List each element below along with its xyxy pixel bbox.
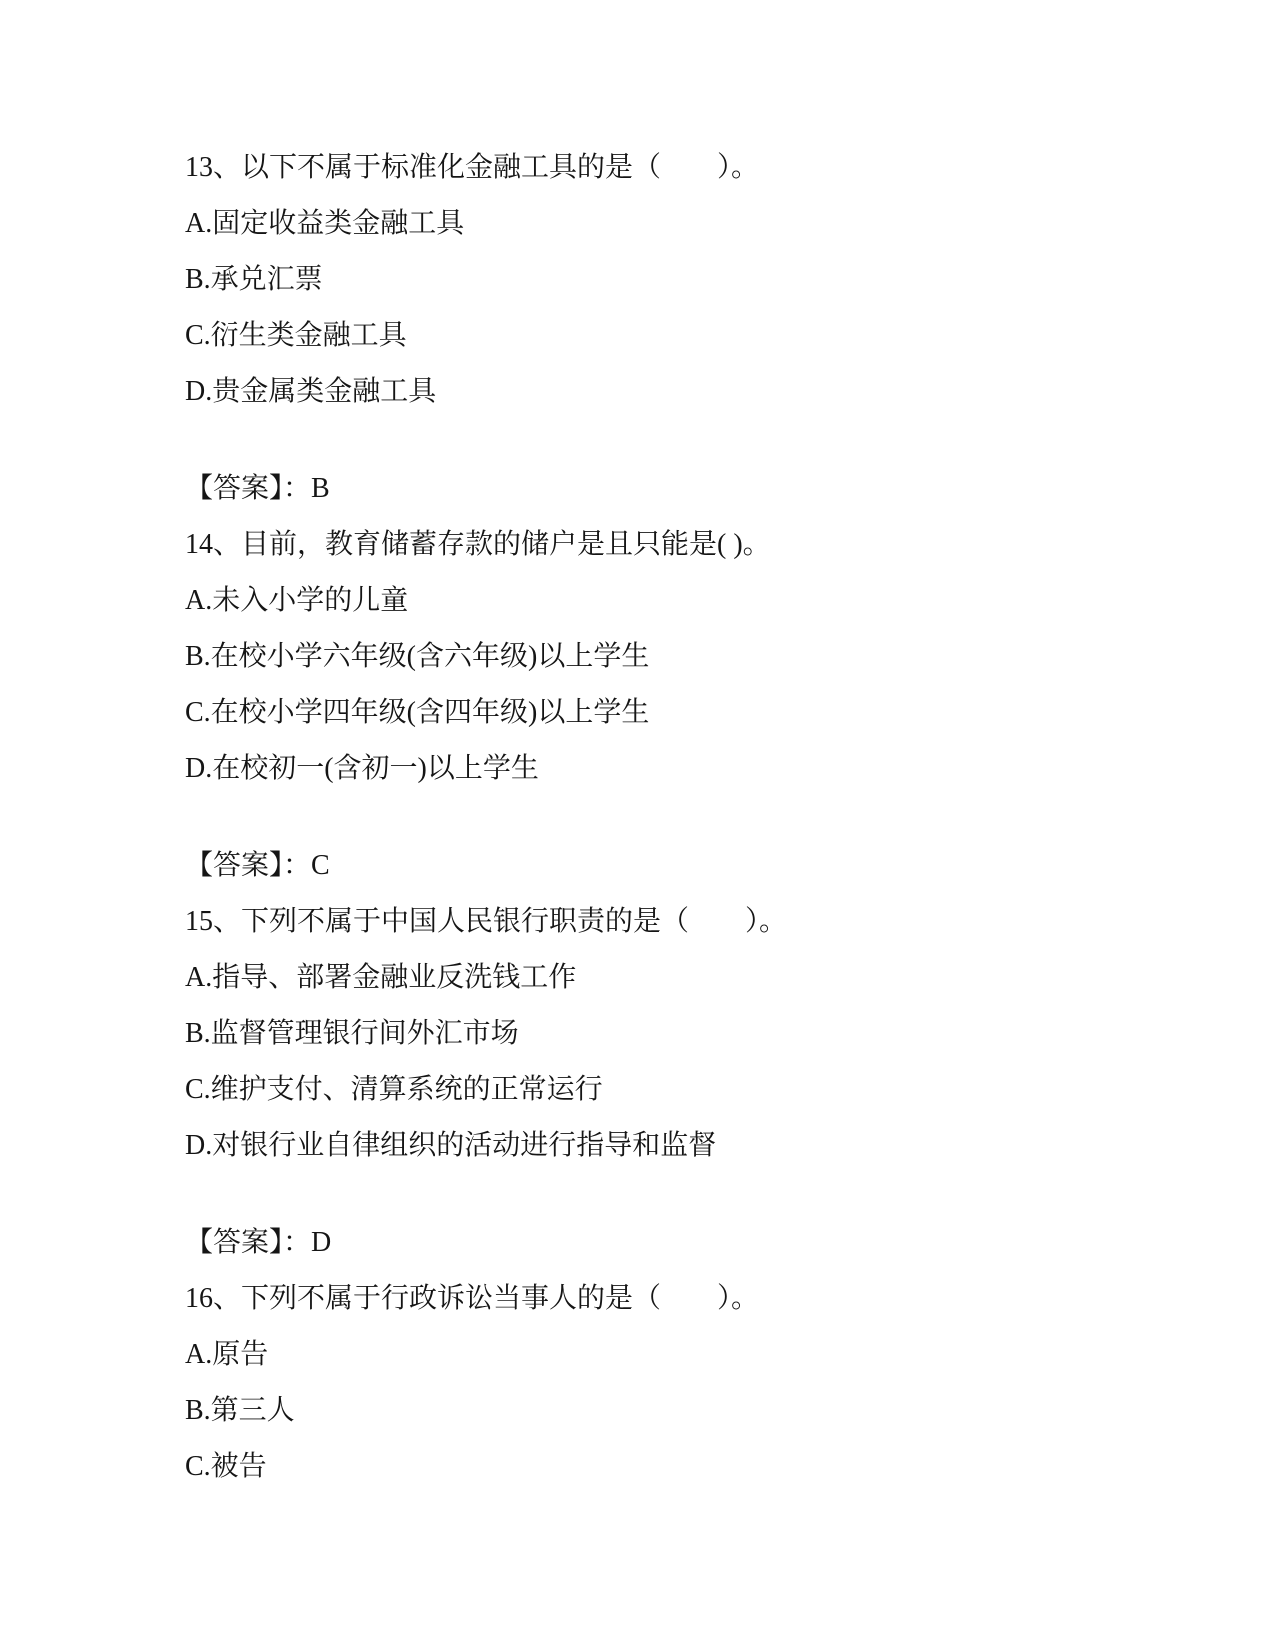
- question-option: D.在校初一(含初一)以上学生: [185, 753, 539, 784]
- question-stem: 16、下列不属于行政诉讼当事人的是（ ）。: [185, 1283, 760, 1314]
- question-option: D.对银行业自律组织的活动进行指导和监督: [185, 1130, 717, 1161]
- question-option: D.贵金属类金融工具: [185, 376, 437, 407]
- question-option: A.指导、部署金融业反洗钱工作: [185, 962, 577, 993]
- question-stem: 13、以下不属于标准化金融工具的是（ ）。: [185, 152, 760, 183]
- answer-line: [185, 1215, 1275, 1271]
- answer-label: 【答案】：: [185, 1227, 312, 1258]
- question-option: C.维护支付、清算系统的正常运行: [185, 1074, 603, 1105]
- answer-value: D: [311, 1227, 332, 1258]
- question-option: A.原告: [185, 1339, 269, 1370]
- answer-value: B: [311, 473, 330, 504]
- answer-line: [185, 838, 1275, 894]
- answer-label: 【答案】：: [185, 473, 312, 504]
- question-option: B.在校小学六年级(含六年级)以上学生: [185, 641, 650, 672]
- question-option: A.未入小学的儿童: [185, 585, 409, 616]
- question-stem: 15、下列不属于中国人民银行职责的是（ ）。: [185, 906, 788, 937]
- question-option: A.固定收益类金融工具: [185, 208, 465, 239]
- question-option: C.衍生类金融工具: [185, 320, 407, 351]
- question-option: C.在校小学四年级(含四年级)以上学生: [185, 697, 650, 728]
- answer-line: [185, 461, 1275, 517]
- question-stem: 14、目前，教育储蓄存款的储户是且只能是( )。: [185, 529, 771, 560]
- question-option: B.承兑汇票: [185, 264, 323, 295]
- question-option: C.被告: [185, 1451, 267, 1482]
- question-option: B.第三人: [185, 1395, 295, 1426]
- question-option: B.监督管理银行间外汇市场: [185, 1018, 519, 1049]
- answer-value: C: [311, 850, 330, 881]
- answer-label: 【答案】：: [185, 850, 312, 881]
